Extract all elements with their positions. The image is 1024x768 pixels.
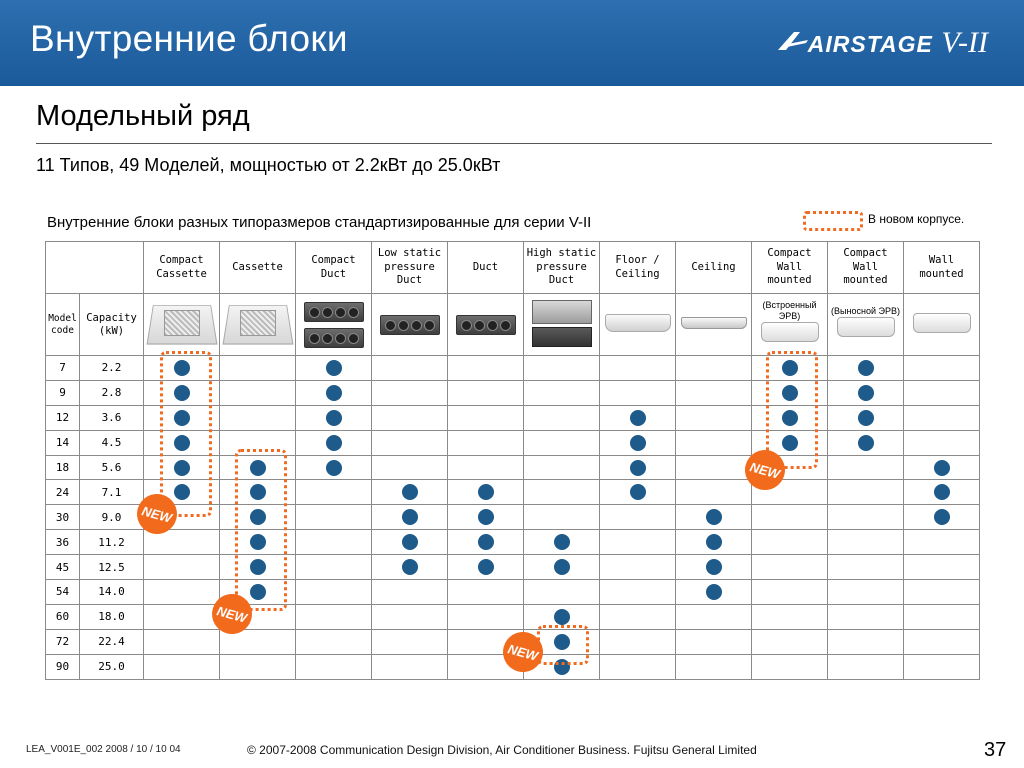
availability-cell (600, 505, 676, 530)
column-note: (Встроенный ЭРВ) (762, 300, 817, 321)
model-code-cell: 45 (46, 555, 80, 580)
availability-cell (600, 430, 676, 455)
model-code-cell: 24 (46, 480, 80, 505)
availability-cell (904, 405, 980, 430)
column-header: High static pressure Duct (524, 242, 600, 294)
table-row (46, 604, 980, 629)
new-badge: NEW (133, 490, 182, 539)
capacity-cell: 9.0 (80, 505, 144, 530)
column-header: Wall mounted (904, 242, 980, 294)
availability-cell (600, 455, 676, 480)
model-code-cell: 90 (46, 654, 80, 679)
available-dot-icon (326, 460, 342, 476)
model-code-cell: 60 (46, 604, 80, 629)
unit-image-cell (220, 294, 296, 356)
availability-cell (144, 555, 220, 580)
unit-image-cell (828, 294, 904, 356)
unit-image-cell (524, 294, 600, 356)
available-dot-icon (858, 410, 874, 426)
types-summary: 11 Типов, 49 Моделей, мощностью от 2.2кВт до 25.0кВт (36, 155, 501, 175)
availability-cell (676, 629, 752, 654)
unit-image-cell (752, 294, 828, 356)
capacity-header: Capacity (kW) (80, 294, 144, 356)
unit-image-cell (676, 294, 752, 356)
available-dot-icon (554, 534, 570, 550)
unit-image-cell (144, 294, 220, 356)
availability-cell (296, 480, 372, 505)
capacity-cell: 22.4 (80, 629, 144, 654)
availability-cell (448, 405, 524, 430)
cassette-unit-icon (226, 302, 290, 344)
availability-cell (904, 654, 980, 679)
availability-cell (296, 530, 372, 555)
available-dot-icon (858, 360, 874, 376)
availability-cell (752, 530, 828, 555)
availability-cell (296, 580, 372, 605)
capacity-cell: 12.5 (80, 555, 144, 580)
duct-unit-icon (380, 315, 440, 335)
availability-cell (904, 505, 980, 530)
availability-cell (676, 356, 752, 381)
availability-cell (676, 530, 752, 555)
availability-cell (828, 480, 904, 505)
available-dot-icon (478, 509, 494, 525)
availability-cell (524, 480, 600, 505)
availability-cell (220, 654, 296, 679)
availability-cell (600, 530, 676, 555)
availability-cell (828, 455, 904, 480)
new-housing-box (235, 449, 287, 611)
availability-cell (372, 405, 448, 430)
availability-cell (828, 430, 904, 455)
capacity-cell: 5.6 (80, 455, 144, 480)
wall-unit-icon (837, 317, 895, 337)
availability-cell (448, 505, 524, 530)
availability-cell (144, 654, 220, 679)
available-dot-icon (326, 410, 342, 426)
availability-cell (372, 654, 448, 679)
model-code-cell: 30 (46, 505, 80, 530)
wall-unit-icon (913, 313, 971, 333)
ceiling-unit-icon (681, 317, 747, 329)
availability-cell (372, 480, 448, 505)
availability-cell (600, 555, 676, 580)
availability-cell (600, 480, 676, 505)
availability-cell (828, 555, 904, 580)
available-dot-icon (934, 460, 950, 476)
column-header: Compact Wall mounted (828, 242, 904, 294)
capacity-cell: 2.8 (80, 380, 144, 405)
availability-cell (600, 654, 676, 679)
available-dot-icon (706, 509, 722, 525)
availability-cell (676, 505, 752, 530)
airstage-logo (808, 26, 988, 60)
model-code-header: Model code (46, 294, 80, 356)
available-dot-icon (706, 584, 722, 600)
availability-cell (296, 555, 372, 580)
unit-image-cell (904, 294, 980, 356)
availability-cell (372, 604, 448, 629)
available-dot-icon (934, 484, 950, 500)
availability-cell (296, 455, 372, 480)
page-title: Внутренние блоки (30, 18, 348, 59)
availability-cell (372, 455, 448, 480)
ceiling-unit-icon (605, 314, 671, 332)
availability-cell (296, 604, 372, 629)
duct-unit-icon (304, 302, 364, 348)
available-dot-icon (554, 609, 570, 625)
new-badge: NEW (499, 628, 548, 677)
new-housing-box (537, 625, 589, 665)
availability-cell (752, 505, 828, 530)
header-bar (0, 0, 1024, 86)
capacity-cell: 14.0 (80, 580, 144, 605)
availability-cell (600, 380, 676, 405)
availability-cell (448, 580, 524, 605)
available-dot-icon (402, 534, 418, 550)
availability-cell (524, 555, 600, 580)
available-dot-icon (706, 559, 722, 575)
capacity-cell: 4.5 (80, 430, 144, 455)
availability-cell (524, 580, 600, 605)
logo-swoosh-icon (776, 30, 810, 52)
new-badge: NEW (741, 446, 790, 495)
unit-image-cell (448, 294, 524, 356)
availability-cell (904, 480, 980, 505)
availability-cell (448, 480, 524, 505)
available-dot-icon (630, 410, 646, 426)
available-dot-icon (858, 435, 874, 451)
availability-cell (144, 629, 220, 654)
legend-text: В новом корпусе. (868, 212, 965, 226)
availability-cell (752, 555, 828, 580)
model-code-cell: 9 (46, 380, 80, 405)
model-code-cell: 14 (46, 430, 80, 455)
availability-cell (676, 480, 752, 505)
copyright: © 2007-2008 Communication Design Division, Air Conditioner Business. Fujitsu General Limited (247, 743, 757, 757)
availability-cell (524, 430, 600, 455)
available-dot-icon (630, 435, 646, 451)
column-note: (Выносной ЭРВ) (831, 305, 900, 316)
available-dot-icon (630, 460, 646, 476)
duct-unit-icon (456, 315, 516, 335)
availability-cell (144, 604, 220, 629)
table-caption: Внутренние блоки разных типоразмеров стандартизированные для серии V-II (47, 214, 592, 231)
availability-cell (676, 430, 752, 455)
availability-cell (828, 604, 904, 629)
available-dot-icon (706, 534, 722, 550)
availability-cell (372, 380, 448, 405)
availability-cell (448, 380, 524, 405)
availability-cell (524, 356, 600, 381)
availability-cell (524, 405, 600, 430)
model-code-cell: 7 (46, 356, 80, 381)
page-number: 37 (984, 739, 1007, 761)
availability-cell (448, 455, 524, 480)
available-dot-icon (402, 484, 418, 500)
availability-cell (600, 580, 676, 605)
available-dot-icon (478, 484, 494, 500)
column-header: Ceiling (676, 242, 752, 294)
availability-cell (220, 380, 296, 405)
available-dot-icon (326, 360, 342, 376)
table-row (46, 580, 980, 605)
image-row (46, 294, 980, 356)
table-row (46, 555, 980, 580)
capacity-cell: 2.2 (80, 356, 144, 381)
model-code-cell: 54 (46, 580, 80, 605)
logo-text: AIRSTAGE (807, 31, 933, 57)
legend-dotted-box (803, 211, 863, 231)
availability-cell (752, 654, 828, 679)
available-dot-icon (402, 509, 418, 525)
availability-cell (296, 629, 372, 654)
high-static-duct-unit-icon (532, 300, 592, 347)
doc-code: LEA_V001E_002 2008 / 10 / 10 04 (26, 744, 181, 755)
divider (36, 143, 992, 144)
column-header: Duct (448, 242, 524, 294)
availability-cell (296, 405, 372, 430)
availability-cell (828, 356, 904, 381)
availability-cell (220, 356, 296, 381)
unit-image-cell (296, 294, 372, 356)
model-code-cell: 18 (46, 455, 80, 480)
availability-cell (448, 604, 524, 629)
availability-cell (828, 505, 904, 530)
availability-cell (296, 654, 372, 679)
availability-cell (676, 380, 752, 405)
availability-cell (600, 405, 676, 430)
column-header: Compact Wall mounted (752, 242, 828, 294)
column-header: Low static pressure Duct (372, 242, 448, 294)
new-badge: NEW (208, 590, 257, 639)
availability-cell (828, 530, 904, 555)
available-dot-icon (554, 559, 570, 575)
available-dot-icon (858, 385, 874, 401)
available-dot-icon (630, 484, 646, 500)
column-header: Floor / Ceiling (600, 242, 676, 294)
availability-cell (676, 455, 752, 480)
unit-image-cell (600, 294, 676, 356)
availability-cell (828, 654, 904, 679)
availability-cell (752, 604, 828, 629)
availability-cell (828, 380, 904, 405)
availability-cell (144, 580, 220, 605)
availability-cell (524, 505, 600, 530)
availability-cell (904, 530, 980, 555)
availability-cell (904, 430, 980, 455)
logo-version: V-II (941, 26, 988, 59)
availability-cell (524, 455, 600, 480)
availability-cell (676, 654, 752, 679)
availability-cell (448, 430, 524, 455)
availability-cell (296, 356, 372, 381)
availability-cell (372, 580, 448, 605)
availability-cell (448, 356, 524, 381)
availability-cell (828, 629, 904, 654)
capacity-cell: 7.1 (80, 480, 144, 505)
availability-cell (904, 455, 980, 480)
availability-cell (752, 580, 828, 605)
availability-cell (904, 604, 980, 629)
availability-cell (372, 356, 448, 381)
availability-cell (372, 530, 448, 555)
column-header: Cassette (220, 242, 296, 294)
unit-image-cell (372, 294, 448, 356)
availability-cell (676, 405, 752, 430)
availability-cell (372, 629, 448, 654)
availability-cell (752, 629, 828, 654)
available-dot-icon (478, 559, 494, 575)
model-code-cell: 12 (46, 405, 80, 430)
model-code-cell: 72 (46, 629, 80, 654)
availability-cell (904, 380, 980, 405)
header-corner (46, 242, 144, 294)
availability-cell (904, 629, 980, 654)
availability-cell (904, 580, 980, 605)
availability-cell (600, 604, 676, 629)
availability-cell (676, 604, 752, 629)
availability-cell (296, 430, 372, 455)
section-heading: Модельный ряд (36, 100, 250, 132)
availability-cell (676, 555, 752, 580)
available-dot-icon (326, 385, 342, 401)
availability-cell (372, 430, 448, 455)
table-row (46, 530, 980, 555)
availability-cell (296, 505, 372, 530)
model-code-cell: 36 (46, 530, 80, 555)
availability-cell (372, 505, 448, 530)
column-header-row (46, 242, 980, 294)
capacity-cell: 25.0 (80, 654, 144, 679)
wall-unit-icon (761, 322, 819, 342)
capacity-cell: 18.0 (80, 604, 144, 629)
cassette-unit-icon (150, 302, 214, 344)
column-header: Compact Duct (296, 242, 372, 294)
availability-cell (600, 629, 676, 654)
available-dot-icon (478, 534, 494, 550)
availability-cell (828, 580, 904, 605)
availability-cell (524, 530, 600, 555)
availability-cell (220, 405, 296, 430)
availability-cell (676, 580, 752, 605)
availability-cell (296, 380, 372, 405)
availability-cell (448, 555, 524, 580)
availability-cell (828, 405, 904, 430)
availability-cell (600, 356, 676, 381)
column-header: Compact Cassette (144, 242, 220, 294)
capacity-cell: 3.6 (80, 405, 144, 430)
available-dot-icon (402, 559, 418, 575)
availability-cell (524, 380, 600, 405)
new-housing-box (160, 351, 212, 517)
availability-cell (904, 555, 980, 580)
availability-cell (372, 555, 448, 580)
availability-cell (448, 530, 524, 555)
available-dot-icon (934, 509, 950, 525)
available-dot-icon (326, 435, 342, 451)
availability-cell (904, 356, 980, 381)
capacity-cell: 11.2 (80, 530, 144, 555)
